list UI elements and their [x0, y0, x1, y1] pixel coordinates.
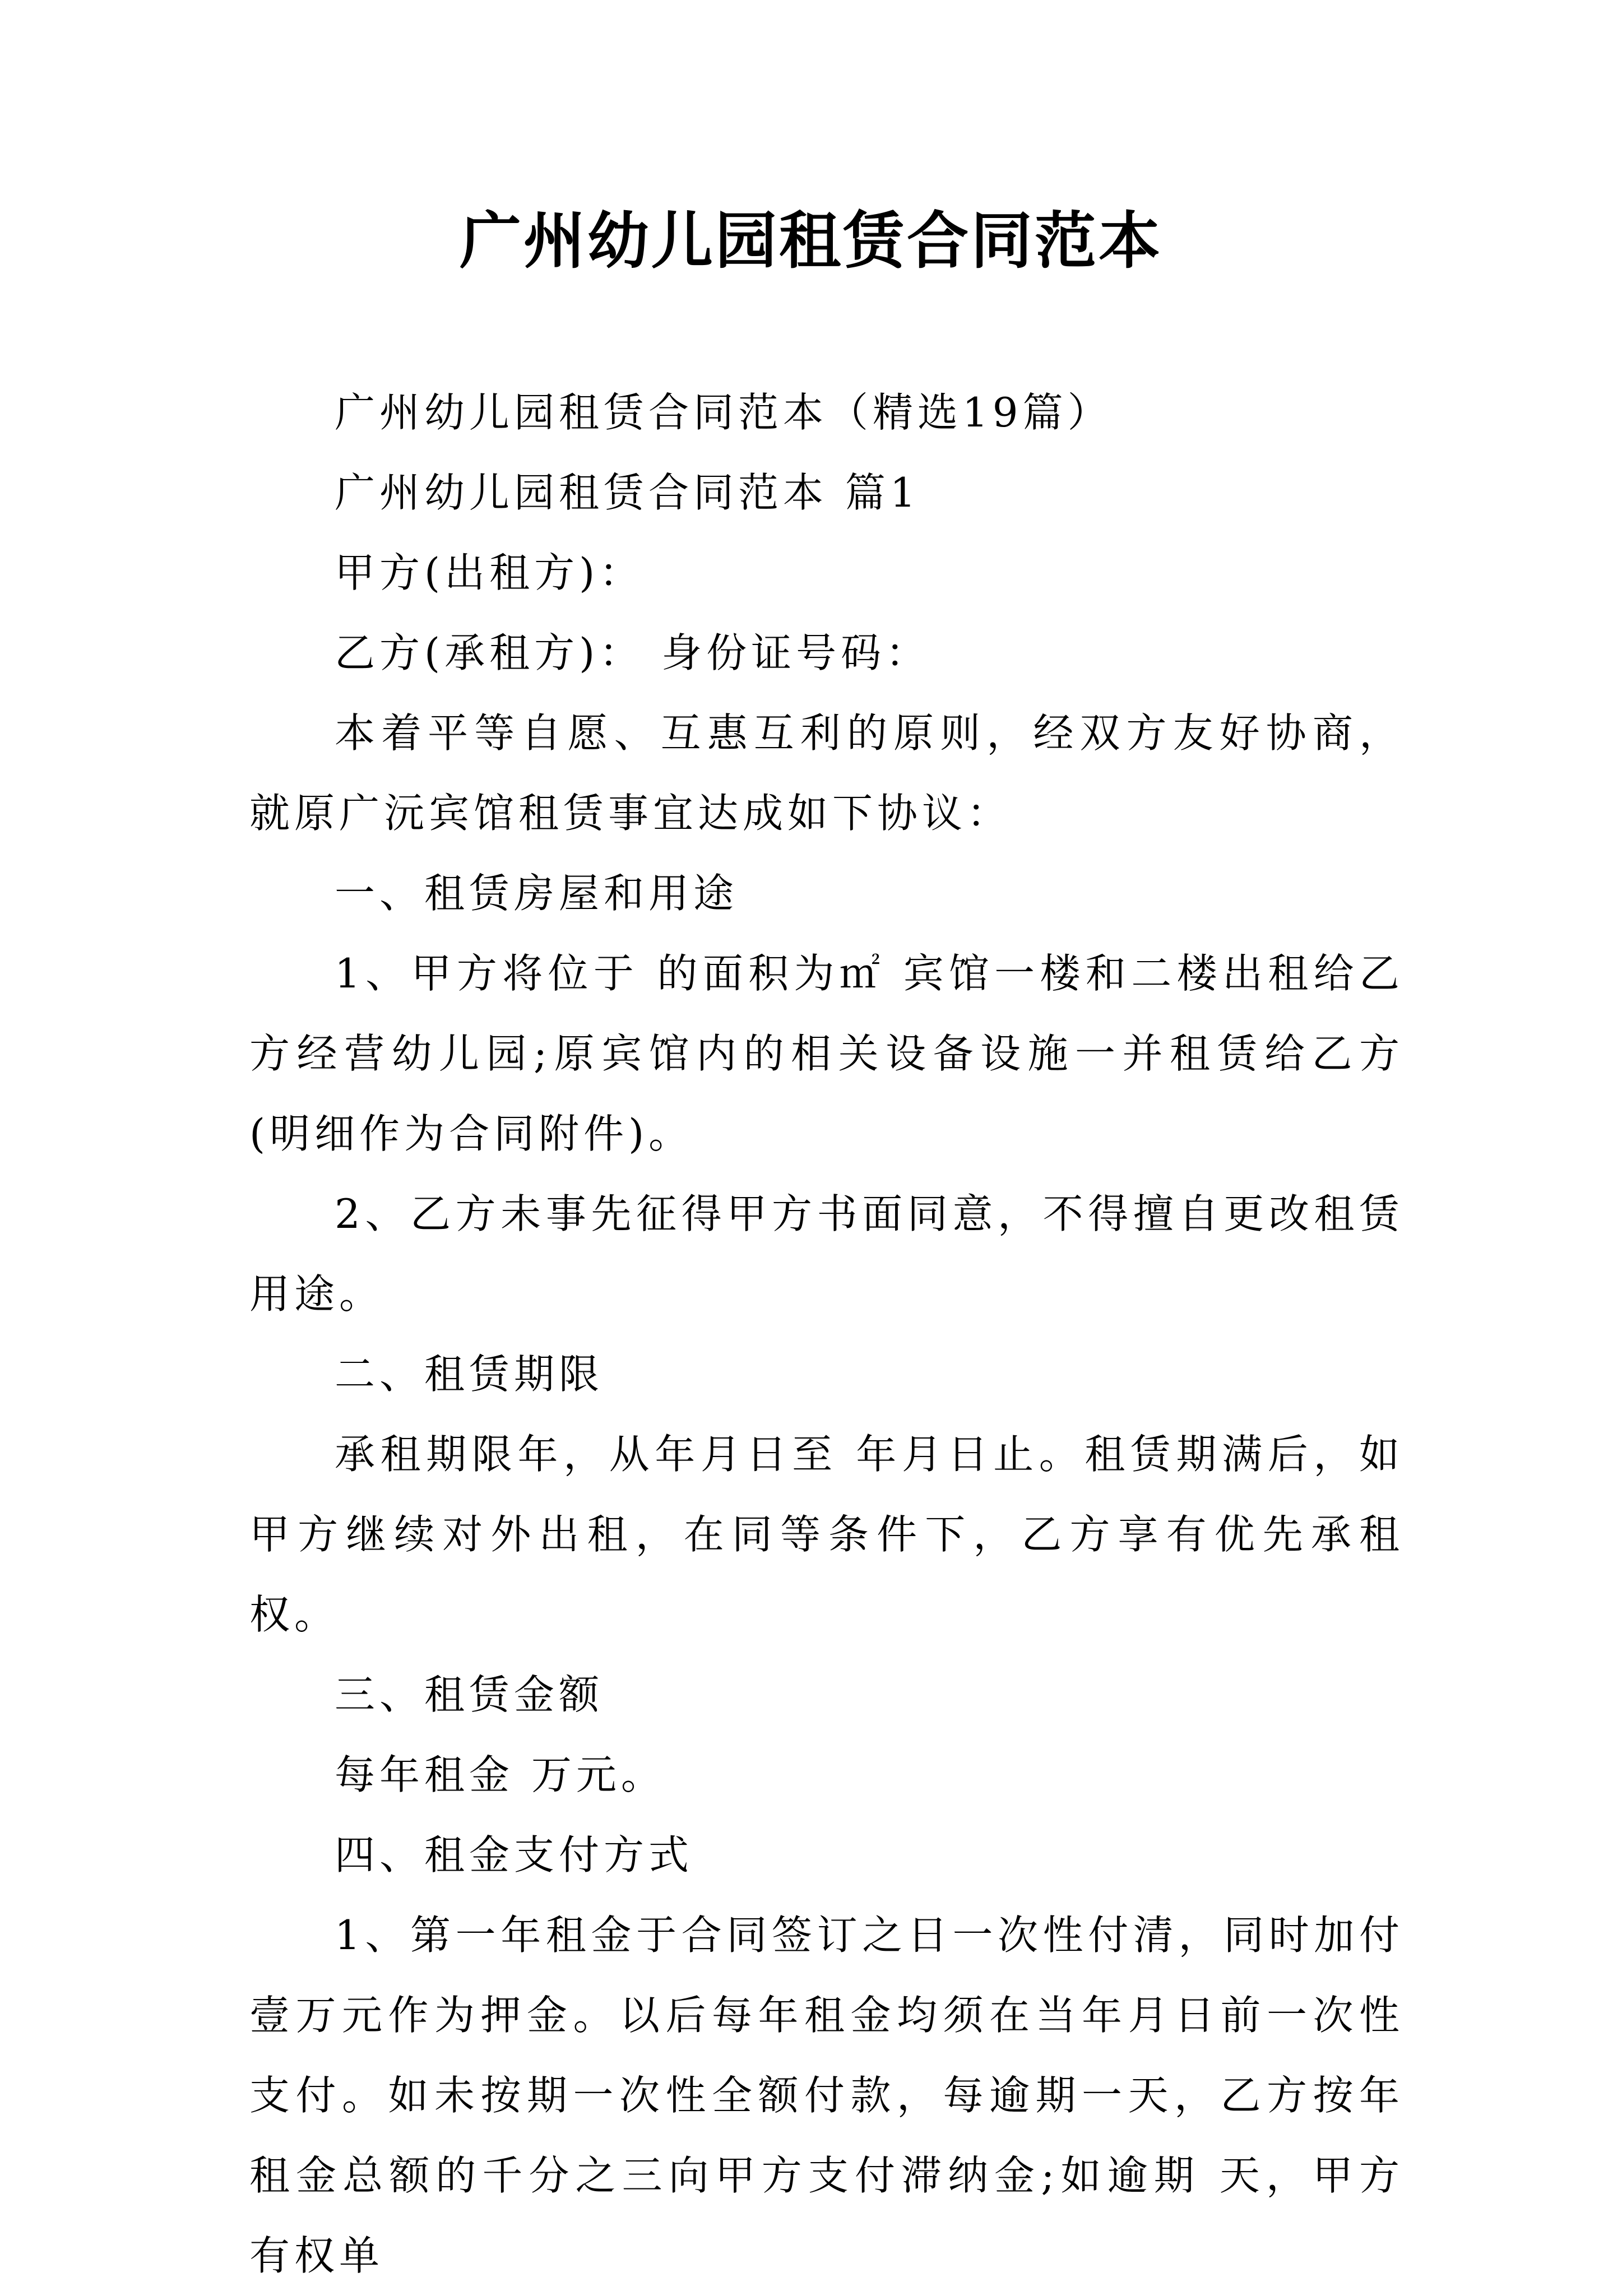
paragraph-clause-1-item-2: 2、乙方未事先征得甲方书面同意，不得擅自更改租赁用途。	[249, 1190, 1404, 1318]
paragraph-party-a: 甲方(出租方)：	[335, 549, 645, 596]
paragraph-section-label: 广州幼儿园租赁合同范本 篇1	[335, 469, 920, 516]
paragraph-agreement-intro: 本着平等自愿、互惠互利的原则，经双方友好协商，就原广沅宾馆租赁事宜达成如下协议：	[249, 709, 1404, 837]
paragraph-clause-4-heading: 四、租金支付方式	[335, 1831, 694, 1878]
document-body	[249, 373, 1404, 2296]
paragraph-clause-3-heading: 三、租赁金额	[335, 1671, 604, 1718]
document-title: 广州幼儿园租赁合同范本	[460, 205, 1162, 277]
paragraph-clause-1-item-1: 1、甲方将位于 的面积为㎡ 宾馆一楼和二楼出租给乙方经营幼儿园;原宾馆内的相关设备设施一并租赁给乙方(明细作为合同附件)。	[249, 950, 1404, 1157]
paragraph-clause-2-heading: 二、租赁期限	[335, 1351, 604, 1398]
paragraph-clause-1-heading: 一、租赁房屋和用途	[335, 870, 739, 917]
paragraph-heading-selected: 广州幼儿园租赁合同范本（精选19篇）	[335, 389, 1113, 436]
paragraph-clause-3-body: 每年租金 万元。	[335, 1751, 666, 1798]
paragraph-clause-4-item-1: 1、第一年租金于合同签订之日一次性付清，同时加付壹万元作为押金。以后每年租金均须在当年月日前一次性支付。如未按期一次性全额付款，每逾期一天，乙方按年租金总额的千分之三向甲方支付滞纳金;如逾期 天，甲方有权单	[249, 1912, 1404, 2279]
paragraph-clause-2-body: 承租期限年，从年月日至 年月日止。租赁期满后，如甲方继续对外出租，在同等条件下，乙方享有优先承租权。	[249, 1431, 1404, 1638]
paragraph-party-b: 乙方(承租方)： 身份证号码：	[335, 629, 931, 676]
